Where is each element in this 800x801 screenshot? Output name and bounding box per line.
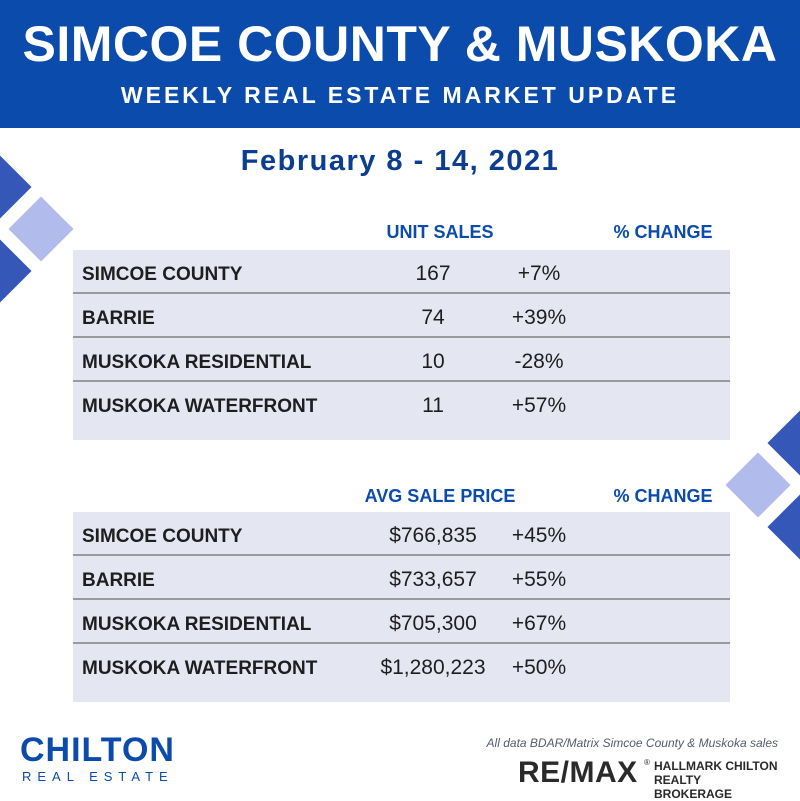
unit-sales-value: 167 — [415, 262, 451, 285]
table-row — [73, 600, 730, 644]
avg-price-value: $1,280,223 — [380, 656, 486, 679]
avg-price-table — [73, 512, 730, 702]
table-row — [73, 250, 730, 294]
price-change-header: % CHANGE — [613, 486, 713, 506]
region-label: MUSKOKA RESIDENTIAL — [82, 614, 312, 635]
table-row — [73, 382, 730, 424]
percent-change: +57% — [511, 394, 567, 417]
avg-price-value: $705,300 — [389, 612, 477, 635]
avg-price-value: $766,835 — [389, 524, 477, 547]
unit-change-header: % CHANGE — [613, 222, 713, 242]
brokerage-line-1: HALLMARK CHILTON — [654, 759, 778, 773]
table-row — [73, 644, 730, 686]
page-title: SIMCOE COUNTY & MUSKOKA — [22, 16, 778, 72]
remax-wordmark: RE/MAX — [518, 756, 638, 789]
avg-price-header: AVG SALE PRICE — [364, 486, 516, 506]
brand-name: CHILTON — [20, 731, 175, 769]
data-source-note: All data BDAR/Matrix Simcoe County & Muskoka sales — [486, 736, 778, 750]
brand-tagline: REAL ESTATE — [22, 769, 174, 784]
table-row — [73, 556, 730, 600]
region-label: MUSKOKA WATERFRONT — [82, 396, 318, 417]
unit-sales-table — [73, 250, 730, 440]
percent-change: -28% — [514, 350, 564, 373]
decor-diamond-dark — [767, 410, 800, 475]
brokerage-name — [654, 759, 780, 801]
region-label: MUSKOKA WATERFRONT — [82, 658, 318, 679]
registered-mark: ® — [644, 758, 650, 767]
decor-diamond-dark — [767, 494, 800, 559]
percent-change: +67% — [511, 612, 567, 635]
page-subtitle: WEEKLY REAL ESTATE MARKET UPDATE — [120, 82, 680, 108]
header-banner — [0, 0, 800, 128]
date-range: February 8 - 14, 2021 — [240, 145, 560, 177]
avg-price-value: $733,657 — [389, 568, 477, 591]
percent-change: +39% — [511, 306, 567, 329]
decor-diamond-light — [8, 196, 73, 261]
unit-sales-value: 11 — [422, 394, 444, 417]
percent-change: +7% — [517, 262, 561, 285]
region-label: BARRIE — [82, 570, 155, 591]
brokerage-line-2: REALTY BROKERAGE — [654, 773, 733, 801]
percent-change: +55% — [511, 568, 567, 591]
chilton-logo — [20, 733, 175, 784]
decor-diamond-light — [725, 452, 790, 517]
remax-logo — [518, 756, 780, 801]
percent-change: +45% — [511, 524, 567, 547]
unit-sales-value: 10 — [421, 350, 445, 373]
region-label: SIMCOE COUNTY — [82, 526, 243, 547]
unit-sales-header: UNIT SALES — [386, 222, 494, 242]
table-row — [73, 512, 730, 556]
unit-sales-value: 74 — [421, 306, 445, 329]
percent-change: +50% — [511, 656, 567, 679]
region-label: SIMCOE COUNTY — [82, 264, 243, 285]
table-row — [73, 338, 730, 382]
table-row — [73, 294, 730, 338]
region-label: MUSKOKA RESIDENTIAL — [82, 352, 312, 373]
region-label: BARRIE — [82, 308, 155, 329]
